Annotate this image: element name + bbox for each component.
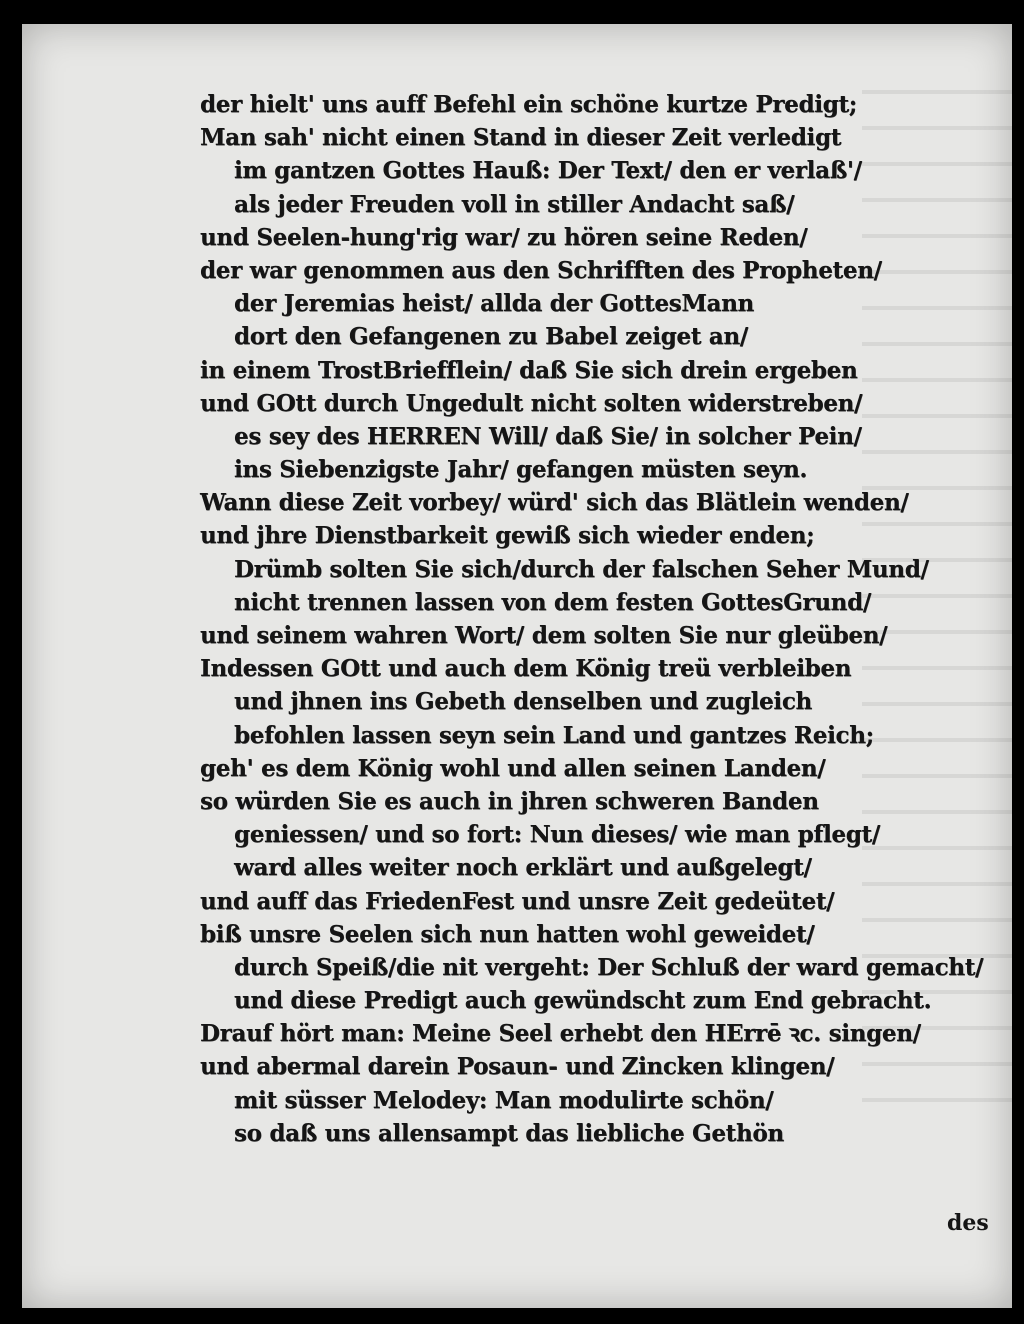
text-line: als jeder Freuden voll in stiller Andacht saß/	[234, 190, 795, 218]
text-line: Indessen GOtt und auch dem König treü verbleiben	[200, 655, 852, 683]
text-line: und GOtt durch Ungedult nicht solten widerstreben/	[200, 389, 863, 417]
text-line: biß unsre Seelen sich nun hatten wohl geweidet/	[200, 920, 815, 948]
text-line: und abermal darein Posaun- und Zincken klingen/	[200, 1053, 835, 1081]
text-line: Wann diese Zeit vorbey/ würd' sich das Blätlein wenden/	[200, 489, 909, 517]
text-line: Drümb solten Sie sich/durch der falschen Seher Mund/	[234, 555, 929, 583]
book-page	[22, 24, 1012, 1308]
text-line: es sey des HERREN Will/ daß Sie/ in solcher Pein/	[234, 422, 862, 450]
text-line: im gantzen Gottes Hauß: Der Text/ den er verlaß'/	[234, 157, 862, 185]
text-line: durch Speiß/die nit vergeht: Der Schluß der ward gemacht/	[234, 953, 984, 981]
text-line: und diese Predigt auch gewündscht zum End gebracht.	[234, 987, 932, 1015]
text-line: und jhnen ins Gebeth denselben und zugleich	[234, 688, 812, 716]
text-line: so würden Sie es auch in jhren schweren Banden	[200, 787, 819, 815]
text-line: geh' es dem König wohl und allen seinen Landen/	[200, 754, 826, 782]
text-line: befohlen lassen seyn sein Land und gantzes Reich;	[234, 721, 874, 749]
text-line: geniessen/ und so fort: Nun dieses/ wie man pflegt/	[234, 821, 880, 849]
poem-text	[200, 88, 1000, 1150]
text-line: ins Siebenzigste Jahr/ gefangen müsten seyn.	[234, 456, 808, 484]
text-line: Drauf hört man: Meine Seel erhebt den HErrē ꝛc. singen/	[200, 1020, 921, 1048]
text-line: Man sah' nicht einen Stand in dieser Zeit verledigt	[200, 124, 842, 152]
text-line: der Jeremias heist/ allda der GottesMann	[234, 290, 754, 318]
text-line: und Seelen-hung'rig war/ zu hören seine Reden/	[200, 223, 808, 251]
text-line: so daß uns allensampt das liebliche Gethön	[234, 1119, 784, 1147]
text-line: in einem TrostBriefflein/ daß Sie sich drein ergeben	[200, 356, 858, 384]
text-line: dort den Gefangenen zu Babel zeiget an/	[234, 323, 748, 351]
text-line: und jhre Dienstbarkeit gewiß sich wieder enden;	[200, 522, 815, 550]
text-line: ward alles weiter noch erklärt und außgelegt/	[234, 854, 812, 882]
text-line: und auff das FriedenFest und unsre Zeit gedeütet/	[200, 887, 835, 915]
text-line: der war genommen aus den Schrifften des Propheten/	[200, 256, 882, 284]
text-line: mit süsser Melodey: Man modulirte schön/	[234, 1086, 774, 1114]
text-line: der hielt' uns auff Befehl ein schöne kurtze Predigt;	[200, 91, 857, 118]
catchword: des	[947, 1210, 989, 1236]
text-line: und seinem wahren Wort/ dem solten Sie nur gleüben/	[200, 622, 888, 649]
text-line: nicht trennen lassen von dem festen GottesGrund/	[234, 588, 871, 616]
